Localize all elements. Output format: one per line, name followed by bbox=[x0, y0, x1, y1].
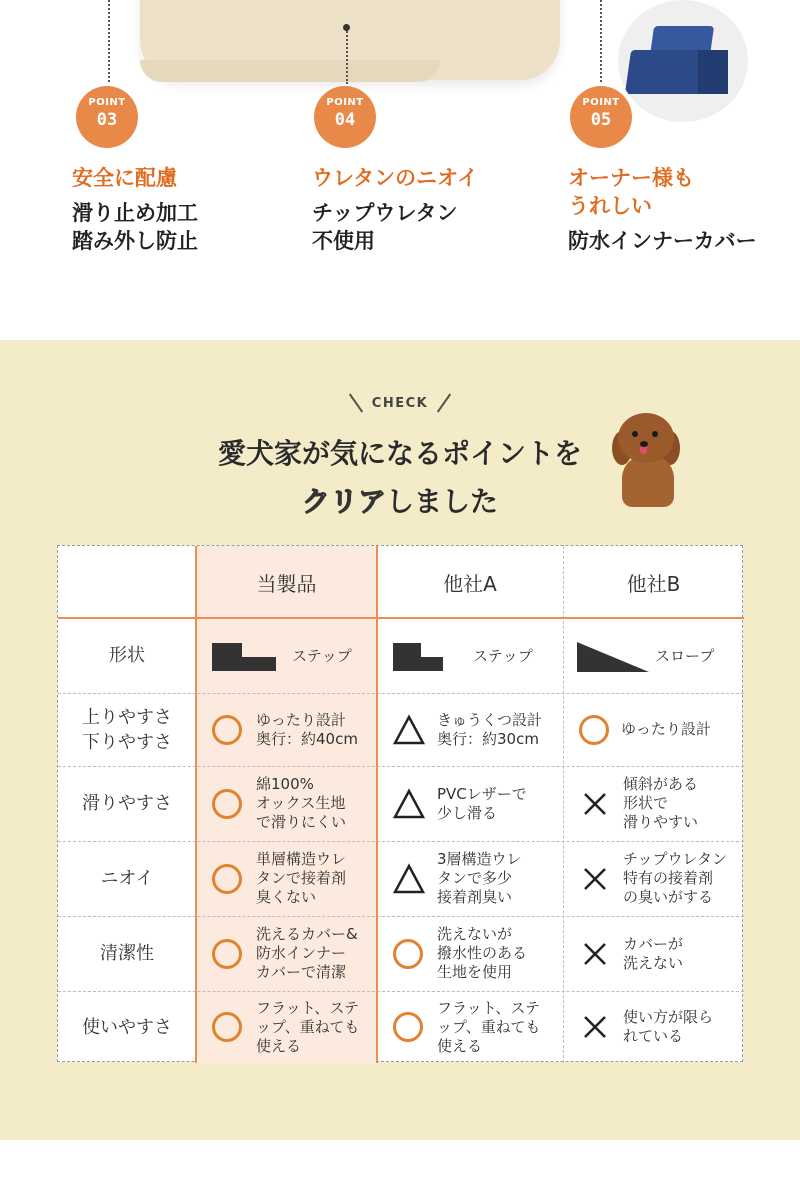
cell-note: ゆったり設計 bbox=[621, 720, 711, 738]
cell-note: 傾斜がある 形状で 滑りやすい bbox=[623, 775, 699, 831]
guide-line bbox=[346, 28, 348, 84]
circle-mark-icon bbox=[212, 789, 242, 819]
row-label: 形状 bbox=[109, 645, 145, 666]
point-title-line: 安全に配慮 bbox=[72, 166, 177, 190]
step-shape-icon bbox=[393, 643, 443, 671]
cell-note: 洗えるカバー& 防水インナー カバーで清潔 bbox=[256, 925, 358, 981]
grid-line bbox=[58, 991, 744, 992]
circle-mark-icon bbox=[212, 939, 242, 969]
point-desc-line: チップウレタン bbox=[312, 201, 458, 225]
table-row bbox=[58, 693, 744, 766]
cell-note: 綿100% オックス生地 で滑りにくい bbox=[256, 775, 347, 831]
headline-line1: 愛犬家が気になるポイントを bbox=[217, 437, 582, 470]
table-row bbox=[58, 766, 744, 841]
cell-note: PVCレザーで 少し滑る bbox=[437, 784, 527, 822]
cross-mark-icon bbox=[579, 788, 611, 820]
grid-line bbox=[563, 546, 564, 1063]
row-label-cell bbox=[58, 766, 196, 841]
check-label: CHECK bbox=[371, 396, 429, 411]
shape-label: ステップ bbox=[473, 647, 533, 665]
comparison-cell bbox=[377, 916, 563, 991]
shape-label: ステップ bbox=[292, 647, 352, 665]
cell-note: ゆったり設計 奥行：約40cm bbox=[256, 710, 358, 748]
comparison-cell bbox=[563, 916, 744, 991]
slope-shape-icon bbox=[577, 642, 649, 672]
header-label: 当製品 bbox=[256, 571, 317, 596]
shape-cell bbox=[196, 618, 377, 693]
point-desc-line: 踏み外し防止 bbox=[72, 229, 198, 253]
point-desc bbox=[72, 199, 198, 255]
circle-mark-icon bbox=[212, 715, 242, 745]
features-section bbox=[0, 0, 800, 340]
cell-note: 3層構造ウレ タンで多少 接着剤臭い bbox=[437, 850, 522, 906]
triangle-mark-icon bbox=[393, 714, 425, 746]
point-word: POINT bbox=[582, 97, 620, 108]
point-desc-line: 不使用 bbox=[312, 229, 375, 253]
point-number: 04 bbox=[334, 110, 356, 130]
cell-note: 使い方が限ら れている bbox=[623, 1008, 714, 1045]
triangle-mark-icon bbox=[393, 863, 425, 895]
grid-line bbox=[58, 841, 744, 842]
cell-note: きゅうくつ設計 奥行：約30cm bbox=[437, 710, 543, 748]
row-label: 清潔性 bbox=[100, 943, 154, 964]
circle-mark-icon bbox=[393, 939, 423, 969]
point-title-line: うれしい bbox=[568, 194, 652, 218]
grid-line bbox=[58, 766, 744, 767]
header-label: 他社A bbox=[443, 571, 497, 596]
cell-note: フラット、ステ ップ、重ねても 使える bbox=[256, 998, 360, 1055]
row-label-cell bbox=[58, 841, 196, 916]
row-label: 滑りやすさ bbox=[82, 793, 172, 814]
comparison-cell bbox=[377, 766, 563, 841]
row-label: 使いやすさ bbox=[82, 1016, 172, 1038]
cell-note: フラット、ステ ップ、重ねても 使える bbox=[437, 998, 541, 1055]
row-label-cell bbox=[58, 916, 196, 991]
point-desc-line: 防水インナーカバー bbox=[568, 229, 757, 253]
cell-note: 洗えないが 撥水性のある 生地を使用 bbox=[437, 925, 528, 981]
header-cell-b bbox=[563, 546, 744, 618]
circle-mark-icon bbox=[579, 715, 609, 745]
table-row bbox=[58, 991, 744, 1063]
highlight-border bbox=[376, 546, 378, 1063]
comparison-cell bbox=[196, 841, 377, 916]
cross-mark-icon bbox=[579, 938, 611, 970]
grid-line bbox=[58, 693, 744, 694]
comparison-cell bbox=[196, 916, 377, 991]
cross-mark-icon bbox=[579, 863, 611, 895]
comparison-cell bbox=[377, 841, 563, 916]
point-word: POINT bbox=[88, 97, 126, 108]
mattress-image-side bbox=[140, 60, 440, 82]
point-title bbox=[72, 164, 177, 192]
comparison-cell bbox=[196, 991, 377, 1063]
comparison-cell bbox=[563, 991, 744, 1063]
point-number: 03 bbox=[96, 110, 118, 130]
point-desc bbox=[568, 227, 757, 255]
shape-label: スロープ bbox=[655, 647, 715, 665]
row-label: 上りやすさ 下りやすさ bbox=[82, 706, 172, 753]
circle-mark-icon bbox=[212, 864, 242, 894]
step-product-image bbox=[618, 0, 748, 122]
comparison-cell bbox=[377, 693, 563, 766]
cell-note: カバーが 洗えない bbox=[623, 934, 684, 972]
guide-dot bbox=[343, 24, 350, 31]
grid-line bbox=[58, 916, 744, 917]
comparison-cell bbox=[563, 693, 744, 766]
table-row bbox=[58, 841, 744, 916]
comparison-cell bbox=[196, 766, 377, 841]
row-label-cell bbox=[58, 618, 196, 693]
guide-line bbox=[600, 0, 602, 82]
shape-cell bbox=[563, 618, 744, 693]
table-header-row bbox=[58, 546, 744, 618]
header-cell-a bbox=[377, 546, 563, 618]
dog-image bbox=[612, 413, 682, 508]
header-divider bbox=[58, 617, 744, 619]
point-desc-line: 滑り止め加工 bbox=[72, 201, 198, 225]
comparison-cell bbox=[196, 693, 377, 766]
cell-note: チップウレタン 特有の接着剤 の臭いがする bbox=[623, 850, 727, 906]
point-title-line: ウレタンのニオイ bbox=[312, 166, 479, 190]
comparison-cell bbox=[377, 991, 563, 1063]
point-title-line: オーナー様も bbox=[568, 166, 694, 190]
cell-note: 単層構造ウレ タンで接着剤 臭くない bbox=[256, 850, 347, 906]
guide-line bbox=[108, 0, 110, 82]
point-number: 05 bbox=[590, 110, 612, 130]
point-desc bbox=[312, 199, 458, 255]
comparison-section bbox=[0, 340, 800, 1140]
header-label: 他社B bbox=[626, 571, 681, 596]
point-badge bbox=[570, 86, 632, 148]
point-title bbox=[312, 164, 478, 192]
comparison-cell bbox=[563, 841, 744, 916]
triangle-mark-icon bbox=[393, 788, 425, 820]
headline-rest: しました bbox=[386, 485, 499, 518]
row-label-cell bbox=[58, 693, 196, 766]
highlight-border bbox=[195, 546, 197, 1063]
header-cell-own bbox=[196, 546, 377, 618]
cross-mark-icon bbox=[579, 1011, 611, 1043]
row-label: ニオイ bbox=[100, 868, 154, 889]
point-badge bbox=[314, 86, 376, 148]
circle-mark-icon bbox=[393, 1012, 423, 1042]
point-word: POINT bbox=[326, 97, 364, 108]
point-title bbox=[568, 164, 694, 220]
headline-clear-word: クリア bbox=[301, 485, 386, 518]
circle-mark-icon bbox=[212, 1012, 242, 1042]
comparison-table bbox=[57, 545, 743, 1062]
table-row bbox=[58, 618, 744, 693]
table-row bbox=[58, 916, 744, 991]
point-badge bbox=[76, 86, 138, 148]
row-label-cell bbox=[58, 991, 196, 1063]
comparison-cell bbox=[563, 766, 744, 841]
step-shape-icon bbox=[212, 643, 276, 671]
header-cell-empty bbox=[58, 546, 196, 618]
shape-cell bbox=[377, 618, 563, 693]
